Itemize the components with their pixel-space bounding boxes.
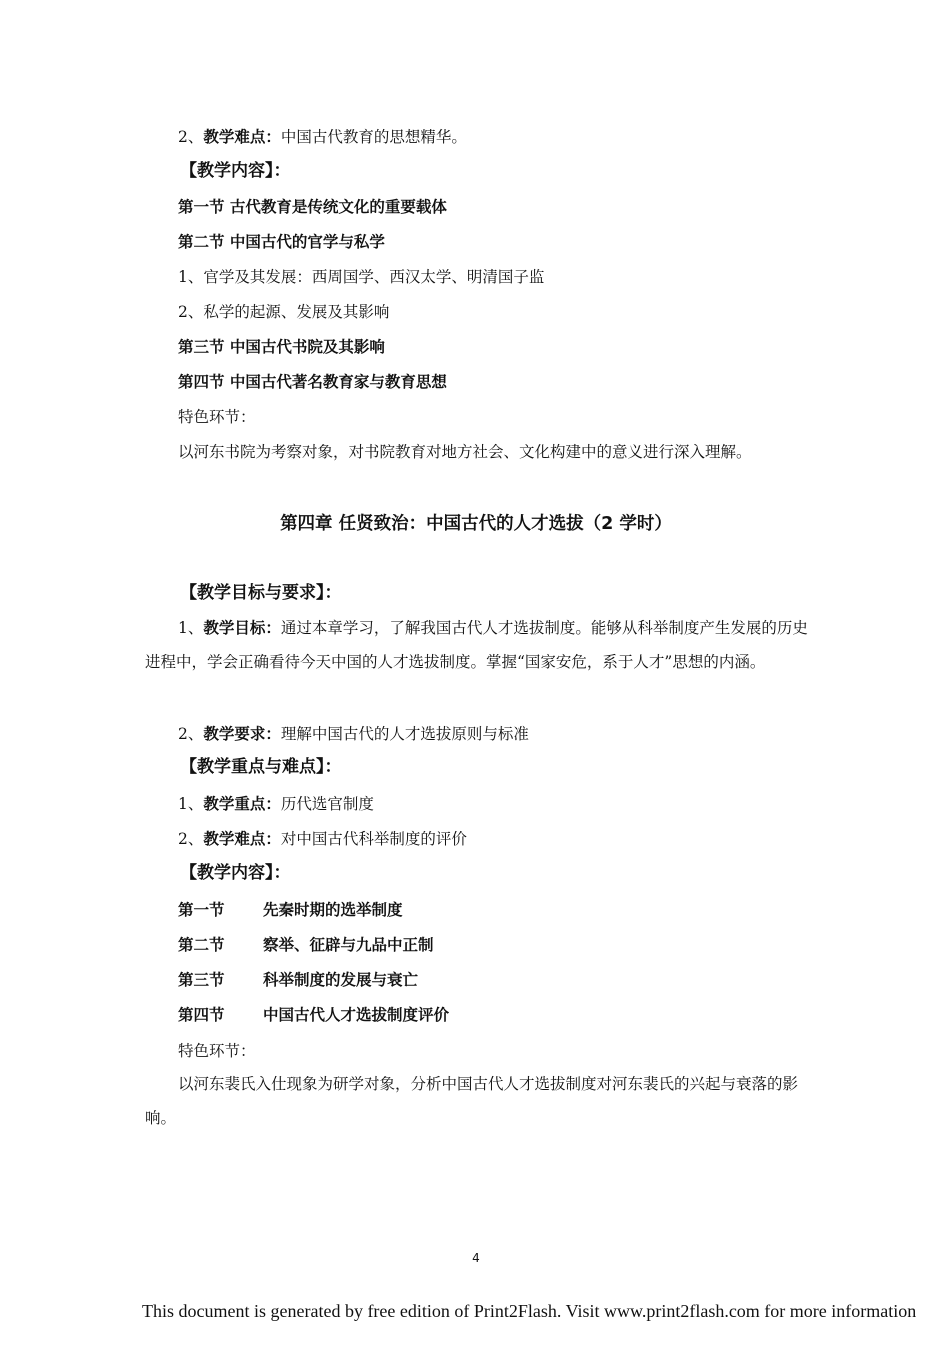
chapter-section-3 [178, 970, 818, 990]
difficulty-line [178, 127, 467, 147]
goal-2-label: 教学要求： [203, 725, 281, 743]
section-title: 科举制度的发展与衰亡 [263, 971, 419, 989]
chapter-section-2 [178, 935, 818, 955]
chapter-section-4 [178, 1005, 818, 1025]
section-a-4: 第四节 中国古代著名教育家与教育思想 [178, 373, 447, 391]
content-heading-b: 【教学内容】： [180, 863, 291, 883]
feature-text-a: 以河东书院为考察对象，对书院教育对地方社会、文化构建中的意义进行深入理解。 [178, 443, 752, 461]
key-2-prefix: 2、 [178, 830, 204, 848]
footer-notice: This document is generated by free edition of Print2Flash. Visit www.print2flash.com for more information [142, 1301, 917, 1321]
section-a-3: 第三节 中国古代书院及其影响 [178, 338, 385, 356]
goal-2-line [178, 724, 529, 744]
section-a-1: 第一节 古代教育是传统文化的重要载体 [178, 198, 447, 216]
goal-1-prefix: 1、 [178, 619, 204, 637]
section-title: 中国古代人才选拔制度评价 [263, 1006, 450, 1024]
feature-label-a: 特色环节： [178, 408, 256, 426]
goals-heading: 【教学目标与要求】： [180, 583, 342, 603]
difficulty-text: 中国古代教育的思想精华。 [280, 128, 467, 146]
section-number: 第四节 [178, 1006, 225, 1024]
key-heading: 【教学重点与难点】： [180, 757, 342, 777]
section-title: 先秦时期的选举制度 [263, 901, 403, 919]
goal-2-text: 理解中国古代的人才选拔原则与标准 [280, 725, 529, 743]
key-1-prefix: 1、 [178, 795, 204, 813]
section-number: 第一节 [178, 901, 225, 919]
key-2-text: 对中国古代科举制度的评价 [280, 830, 467, 848]
goal-1-text: 通过本章学习，了解我国古代人才选拔制度。能够从科举制度产生发展的历史进程中，学会正确看待今天中国的人才选拔制度。掌握“国家安危，系于人才”思想的内涵。 [145, 619, 808, 671]
goal-1-paragraph [145, 611, 810, 679]
feature-text-b: 以河东裴氏入仕现象为研学对象，分析中国古代人才选拔制度对河东裴氏的兴起与衰落的影响。 [145, 1075, 799, 1127]
section-a-2-item-2: 2、私学的起源、发展及其影响 [178, 303, 390, 321]
chapter-section-1 [178, 900, 818, 920]
goal-2-prefix: 2、 [178, 725, 204, 743]
difficulty-prefix: 2、 [178, 128, 204, 146]
section-a-2-item-1: 1、官学及其发展：西周国学、西汉太学、明清国子监 [178, 268, 545, 286]
key-1-label: 教学重点： [203, 795, 281, 813]
page-number: 4 [472, 1251, 480, 1265]
goal-1-label: 教学目标： [203, 619, 281, 637]
key-2-line [178, 829, 467, 849]
key-2-label: 教学难点： [203, 830, 281, 848]
content-heading-a: 【教学内容】： [180, 161, 291, 181]
key-1-text: 历代选官制度 [280, 795, 374, 813]
feature-label-b: 特色环节： [178, 1042, 256, 1060]
section-a-2: 第二节 中国古代的官学与私学 [178, 233, 385, 251]
section-title: 察举、征辟与九品中正制 [263, 936, 434, 954]
chapter-title: 第四章 任贤致治：中国古代的人才选拔（2 学时） [280, 514, 672, 534]
section-number: 第三节 [178, 971, 225, 989]
section-number: 第二节 [178, 936, 225, 954]
difficulty-label: 教学难点： [203, 128, 281, 146]
key-1-line [178, 794, 374, 814]
